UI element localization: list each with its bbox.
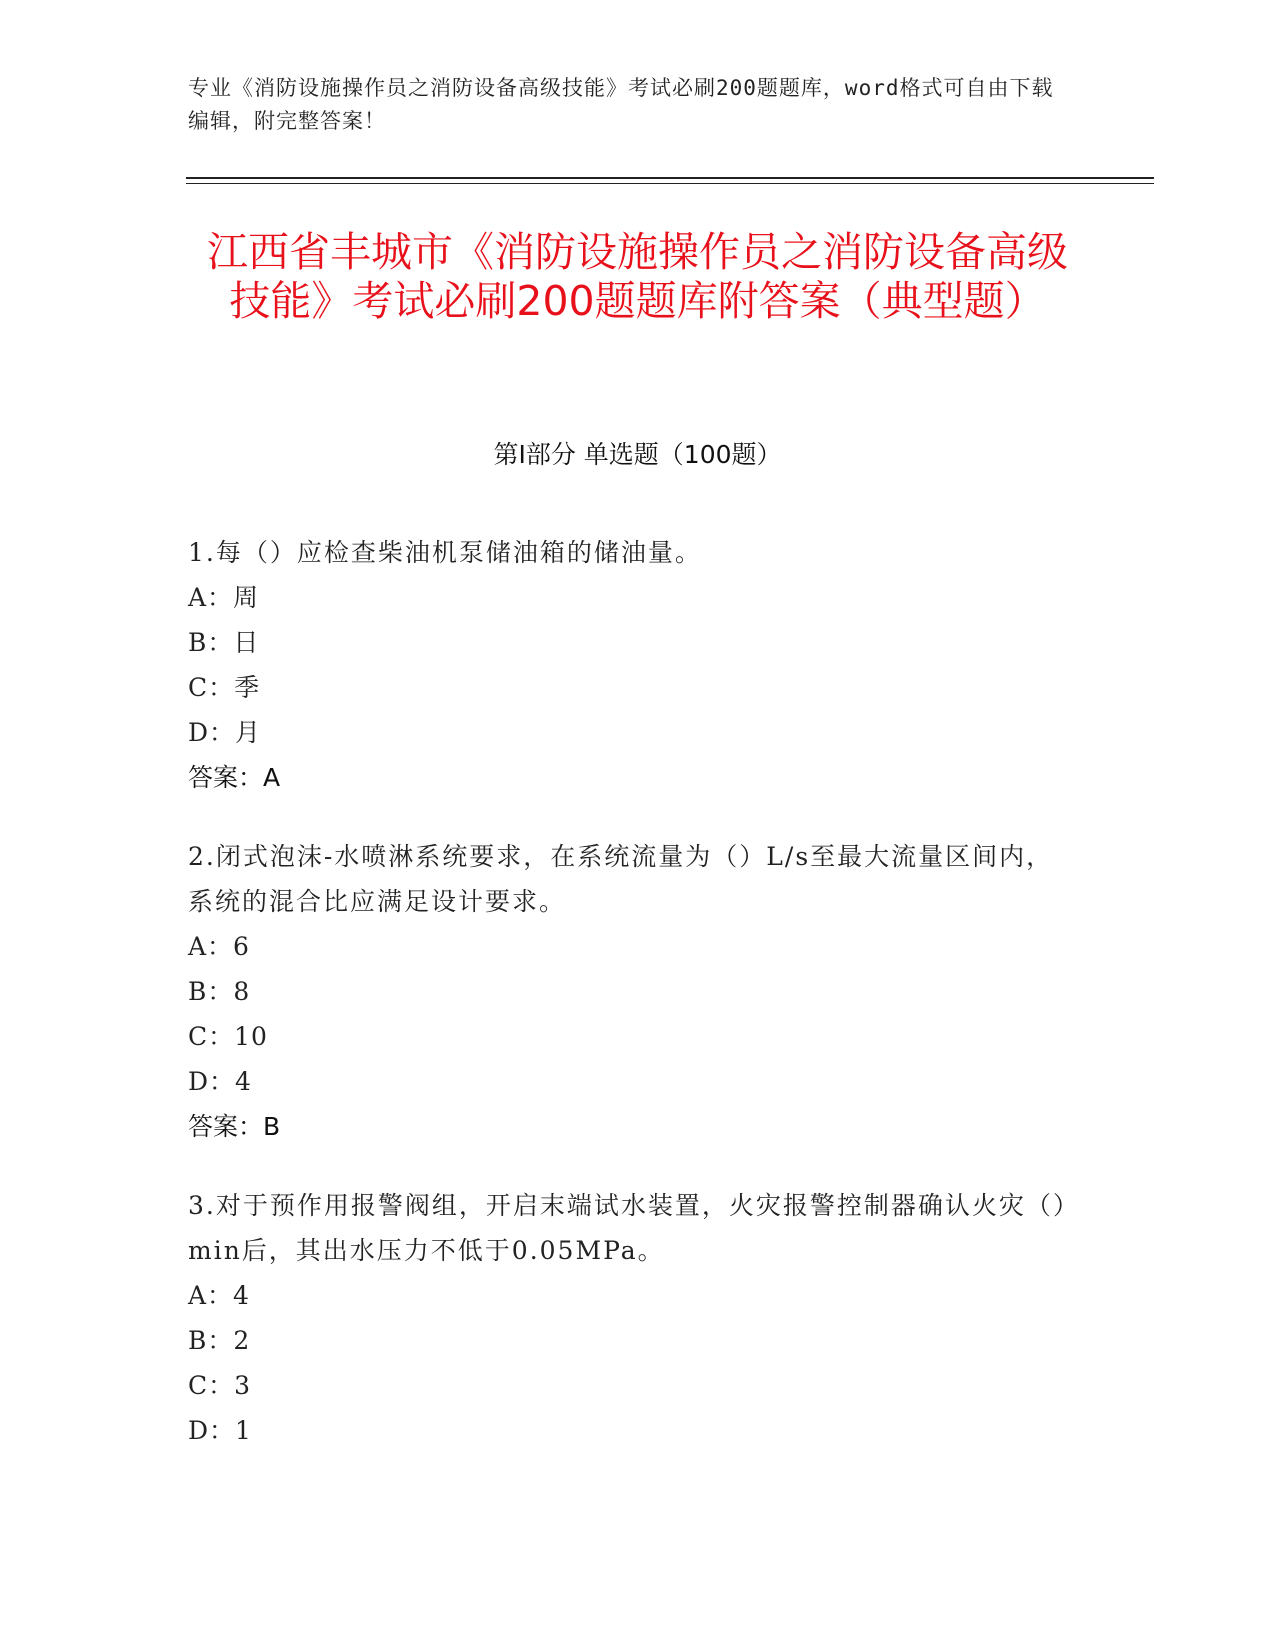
question-option: D：月 — [188, 718, 262, 747]
question-stem: 2.闭式泡沫-水喷淋系统要求，在系统流量为（）L/s至最大流量区间内，系统的混合比应满足设计要求。 — [188, 842, 1054, 916]
question-option: C：季 — [188, 673, 261, 702]
question-stem: 3.对于预作用报警阀组，开启末端试水装置，火灾报警控制器确认火灾（）min后，其出水压力不低于0.05MPa。 — [188, 1191, 1068, 1265]
question-item — [188, 530, 1068, 800]
header-divider-thick — [186, 177, 1154, 179]
document-title: 江西省丰城市《消防设施操作员之消防设备高级技能》考试必刷200题题库附答案（典型题） — [207, 228, 1068, 325]
question-option: A：周 — [188, 583, 260, 612]
question-item — [188, 1183, 1068, 1453]
question-answer: 答案：B — [188, 1112, 281, 1141]
question-option: A：6 — [188, 932, 250, 961]
header-note: 专业《消防设施操作员之消防设备高级技能》考试必刷200题题库，word格式可自由下载编辑，附完整答案！ — [188, 76, 1054, 133]
question-answer: 答案：A — [188, 763, 281, 792]
question-option: B：8 — [188, 977, 251, 1006]
question-option: C：10 — [188, 1022, 268, 1051]
section-heading: 第Ⅰ部分 单选题（100题） — [493, 440, 782, 469]
question-option: D：1 — [188, 1416, 252, 1445]
question-item — [188, 834, 1068, 1149]
question-option: B：日 — [188, 628, 260, 657]
header-divider-thin — [186, 183, 1154, 184]
question-option: B：2 — [188, 1326, 251, 1355]
question-option: A：4 — [188, 1281, 250, 1310]
question-list — [188, 530, 1068, 1487]
question-option: C：3 — [188, 1371, 252, 1400]
question-option: D：4 — [188, 1067, 252, 1096]
question-stem: 1.每（）应检查柴油机泵储油箱的储油量。 — [188, 538, 702, 567]
